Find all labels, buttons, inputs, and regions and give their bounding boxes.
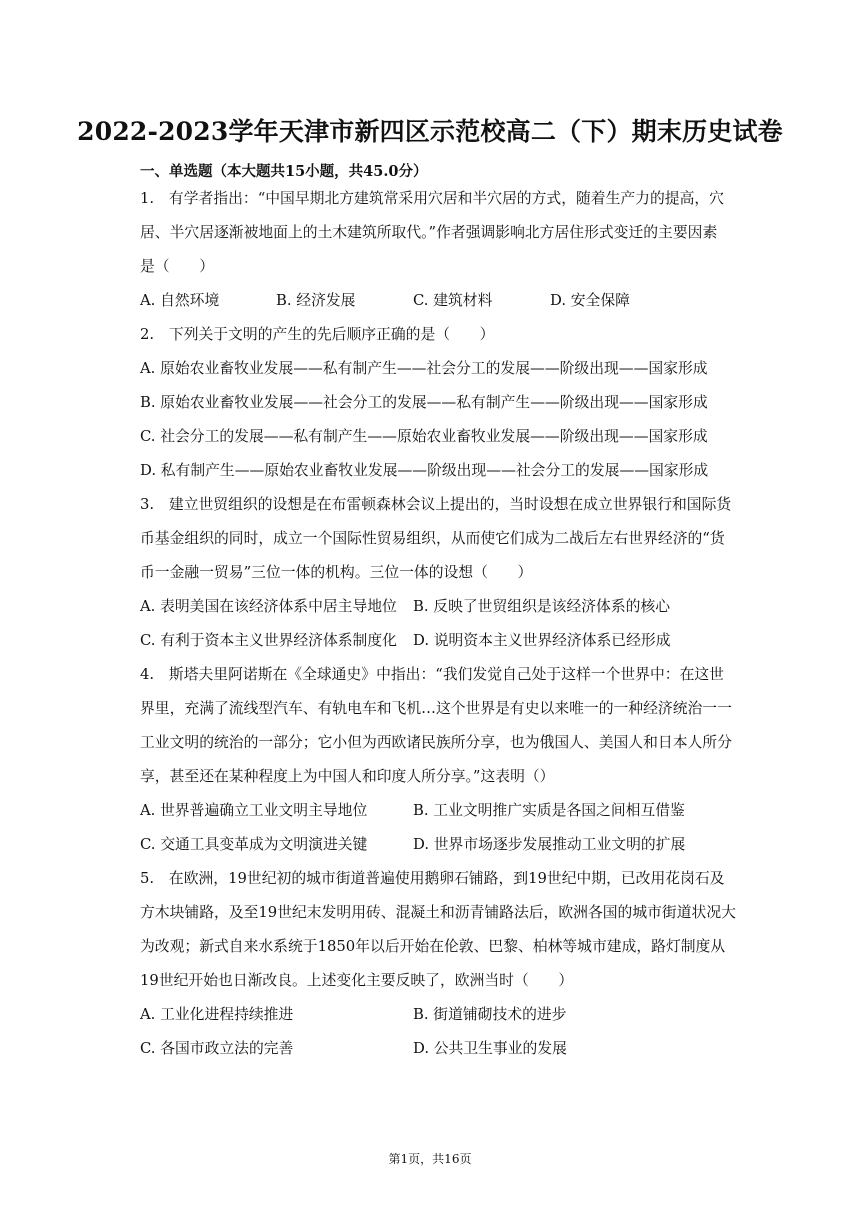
question-3-option-b: B. 反映了世贸组织是该经济体系的核心 — [413, 598, 671, 615]
question-3-option-c: C. 有利于资本主义世界经济体系制度化 — [140, 632, 397, 649]
question-1-option-a: A. 自然环境 — [140, 292, 220, 309]
question-2-option-d: D. 私有制产生——原始农业畜牧业发展——阶级出现——社会分工的发展——国家形成 — [140, 462, 709, 479]
question-3-line-1: 3. 建立世贸组织的设想是在布雷顿森林会议上提出的，当时设想在成立世界银行和国际货 — [140, 496, 732, 513]
question-4-option-d: D. 世界市场逐步发展推动工业文明的扩展 — [413, 836, 686, 853]
page-footer: 第1页，共16页 — [388, 1152, 472, 1166]
question-4-line-2: 界里，充满了流线型汽车、有轨电车和飞机…这个世界是有史以来唯一的一种经济统治一一 — [140, 700, 732, 717]
question-5-option-a: A. 工业化进程持续推进 — [140, 1006, 294, 1023]
question-1-option-c: C. 建筑材料 — [413, 292, 493, 309]
question-1-line-3: 是（ ） — [140, 258, 214, 275]
exam-title: 2022-2023学年天津市新四区示范校高二（下）期末历史试卷 — [77, 117, 783, 146]
question-1-line-2: 居、半穴居逐渐被地面上的土木建筑所取代。”作者强调影响北方居住形式变迁的主要因素 — [140, 224, 718, 241]
question-5-option-b: B. 街道铺砌技术的进步 — [413, 1006, 567, 1023]
question-3-option-d: D. 说明资本主义世界经济体系已经形成 — [413, 632, 671, 649]
question-2-option-b: B. 原始农业畜牧业发展——社会分工的发展——私有制产生——阶级出现——国家形成 — [140, 394, 708, 411]
question-4-option-a: A. 世界普遍确立工业文明主导地位 — [140, 802, 368, 819]
question-2-option-c: C. 社会分工的发展——私有制产生——原始农业畜牧业发展——阶级出现——国家形成 — [140, 428, 708, 445]
question-5-line-3: 为改观；新式自来水系统于1850年以后开始在伦敦、巴黎、柏林等城市建成，路灯制度从 — [140, 938, 726, 955]
question-5-option-c: C. 各国市政立法的完善 — [140, 1040, 294, 1057]
question-4-line-4: 享，甚至还在某种程度上为中国人和印度人所分享。”这表明（） — [140, 768, 555, 785]
question-5-line-2: 方木块铺路，及至19世纪末发明用砖、混凝土和沥青铺路法后，欧洲各国的城市街道状况大 — [140, 904, 736, 921]
question-4-option-b: B. 工业文明推广实质是各国之间相互借鉴 — [413, 802, 685, 819]
question-1-option-d: D. 安全保障 — [550, 292, 630, 309]
question-4-option-c: C. 交通工具变革成为文明演进关键 — [140, 836, 368, 853]
question-2-line-1: 2. 下列关于文明的产生的先后顺序正确的是（ ） — [140, 326, 495, 343]
question-1-line-1: 1. 有学者指出：“中国早期北方建筑常采用穴居和半穴居的方式，随着生产力的提高，穴 — [140, 190, 724, 207]
question-2-option-a: A. 原始农业畜牧业发展——私有制产生——社会分工的发展——阶级出现——国家形成 — [140, 360, 708, 377]
question-3-line-2: 币基金组织的同时，成立一个国际性贸易组织，从而使它们成为二战后左右世界经济的“货 — [140, 530, 725, 547]
question-3-option-a: A. 表明美国在该经济体系中居主导地位 — [140, 598, 397, 615]
question-5-option-d: D. 公共卫生事业的发展 — [413, 1040, 567, 1057]
question-4-line-3: 工业文明的统治的一部分；它小但为西欧诸民族所分享，也为俄国人、美国人和日本人所分 — [140, 734, 732, 751]
question-5-line-4: 19世纪开始也日渐改良。上述变化主要反映了，欧洲当时（ ） — [140, 972, 574, 989]
section-heading: 一、单选题（本大题共15小题，共45.0分） — [140, 163, 428, 180]
question-4-line-1: 4. 斯塔夫里阿诺斯在《全球通史》中指出：“我们发觉自己处于这样一个世界中：在这世 — [140, 666, 724, 683]
question-3-line-3: 币一金融一贸易”三位一体的机构。三位一体的设想（ ） — [140, 564, 533, 581]
question-5-line-1: 5. 在欧洲，19世纪初的城市街道普遍使用鹅卵石铺路，到19世纪中期，已改用花岗石及 — [140, 870, 725, 887]
question-1-option-b: B. 经济发展 — [276, 292, 356, 309]
